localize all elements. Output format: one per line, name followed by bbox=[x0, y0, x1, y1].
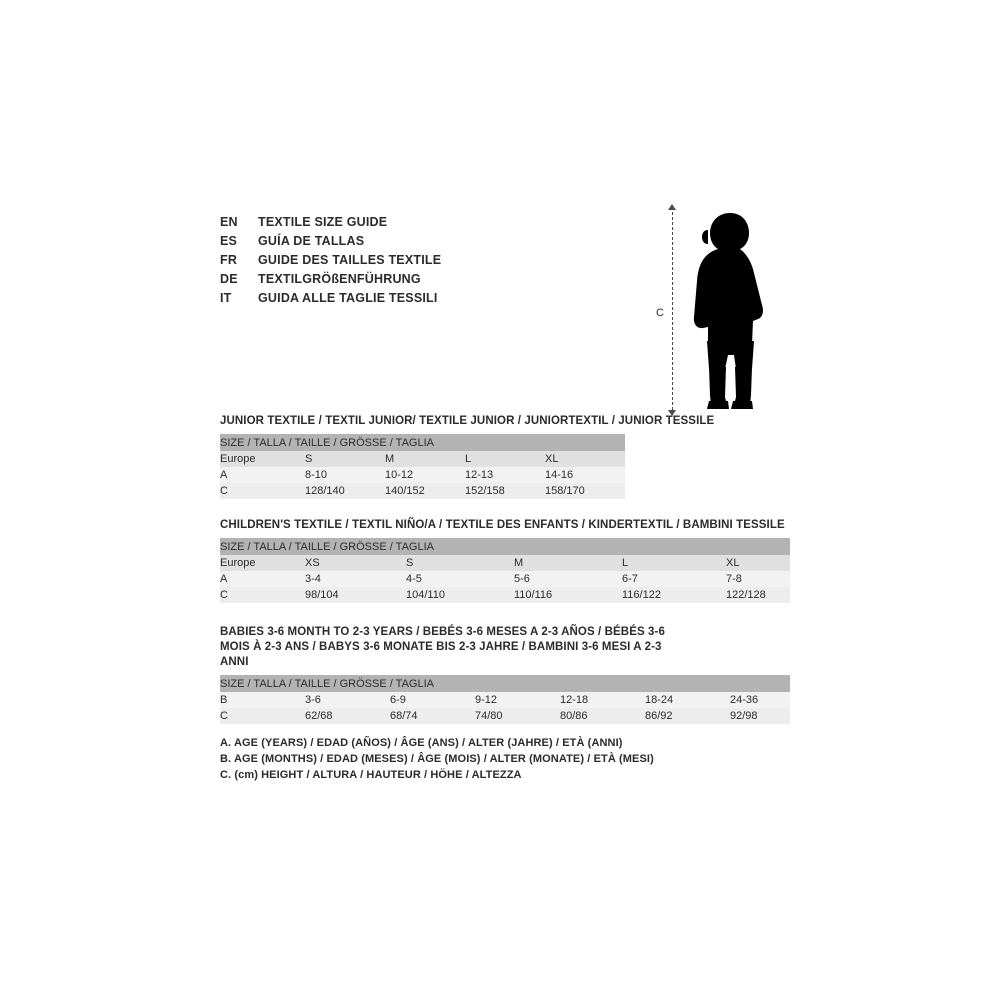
row-value: 104/110 bbox=[406, 587, 514, 603]
language-title: TEXTILGRÖßENFÜHRUNG bbox=[258, 272, 421, 286]
row-label: C bbox=[220, 483, 305, 499]
size-cell: L bbox=[622, 555, 726, 571]
legend-block bbox=[220, 735, 654, 783]
junior-size-table bbox=[220, 434, 625, 499]
section-childrens-textile bbox=[220, 518, 790, 603]
language-row bbox=[220, 215, 640, 234]
language-title: GUIDE DES TAILLES TEXTILE bbox=[258, 253, 442, 267]
table-size-row bbox=[220, 451, 625, 467]
table-head-row bbox=[220, 434, 625, 451]
size-cell: L bbox=[465, 451, 545, 467]
size-cell: M bbox=[385, 451, 465, 467]
language-title: TEXTILE SIZE GUIDE bbox=[258, 215, 388, 229]
row-value: 152/158 bbox=[465, 483, 545, 499]
table-head-label: SIZE / TALLA / TAILLE / GRÖSSE / TAGLIA bbox=[220, 538, 790, 555]
legend-line-b: B. AGE (MONTHS) / EDAD (MESES) / ÂGE (MOIS) / ALTER (MONATE) / ETÀ (MESI) bbox=[220, 753, 654, 765]
size-cell: M bbox=[514, 555, 622, 571]
row-label: C bbox=[220, 587, 305, 603]
row-value: 116/122 bbox=[622, 587, 726, 603]
child-silhouette-icon bbox=[678, 209, 778, 414]
legend-line-a: A. AGE (YEARS) / EDAD (AÑOS) / ÂGE (ANS) / ALTER (JAHRE) / ETÀ (ANNI) bbox=[220, 737, 623, 749]
language-code: EN bbox=[220, 215, 238, 229]
section-junior-textile bbox=[220, 414, 714, 499]
height-measurement-figure bbox=[650, 205, 790, 420]
language-title: GUIDA ALLE TAGLIE TESSILI bbox=[258, 291, 438, 305]
row-label: B bbox=[220, 692, 305, 708]
row-value: 3-6 bbox=[305, 692, 390, 708]
row-value: 4-5 bbox=[406, 571, 514, 587]
size-cell: Europe bbox=[220, 555, 305, 571]
row-value: 14-16 bbox=[545, 467, 625, 483]
row-value: 7-8 bbox=[726, 571, 790, 587]
row-value: 158/170 bbox=[545, 483, 625, 499]
row-value: 12-18 bbox=[560, 692, 645, 708]
section-title: BABIES 3-6 MONTH TO 2-3 YEARS / BEBÉS 3-6 MESES A 2-3 AÑOS / BÉBÉS 3-6 MOIS À 2-3 ANS / BABYS 3-6 MONATE BIS 2-3 JAHRE / BAMBINI 3-6 MESI A 2-3 ANNI bbox=[220, 626, 665, 668]
measurement-dashed-line bbox=[672, 207, 673, 415]
language-row bbox=[220, 234, 640, 253]
language-row bbox=[220, 291, 640, 310]
language-title: GUÍA DE TALLAS bbox=[258, 234, 365, 248]
row-value: 68/74 bbox=[390, 708, 475, 724]
row-value: 128/140 bbox=[305, 483, 385, 499]
size-cell: XS bbox=[305, 555, 406, 571]
section-title: CHILDREN'S TEXTILE / TEXTIL NIÑO/A / TEXTILE DES ENFANTS / KINDERTEXTIL / BAMBINI TESSILE bbox=[220, 519, 785, 531]
table-row bbox=[220, 587, 790, 603]
table-row bbox=[220, 571, 790, 587]
language-code: DE bbox=[220, 272, 238, 286]
row-value: 6-7 bbox=[622, 571, 726, 587]
row-value: 5-6 bbox=[514, 571, 622, 587]
row-value: 6-9 bbox=[390, 692, 475, 708]
row-value: 92/98 bbox=[730, 708, 790, 724]
row-value: 12-13 bbox=[465, 467, 545, 483]
measure-label-c: C bbox=[656, 307, 664, 319]
section-babies-textile bbox=[220, 625, 790, 724]
row-value: 8-10 bbox=[305, 467, 385, 483]
arrow-up-icon bbox=[668, 204, 676, 210]
row-value: 140/152 bbox=[385, 483, 465, 499]
language-row bbox=[220, 272, 640, 291]
row-value: 80/86 bbox=[560, 708, 645, 724]
size-cell: XL bbox=[726, 555, 790, 571]
row-value: 110/116 bbox=[514, 587, 622, 603]
table-head-row bbox=[220, 538, 790, 555]
children-size-table bbox=[220, 538, 790, 603]
language-row bbox=[220, 253, 640, 272]
row-value: 122/128 bbox=[726, 587, 790, 603]
size-cell: XL bbox=[545, 451, 625, 467]
row-label: A bbox=[220, 571, 305, 587]
row-value: 3-4 bbox=[305, 571, 406, 587]
row-value: 24-36 bbox=[730, 692, 790, 708]
row-value: 10-12 bbox=[385, 467, 465, 483]
language-code: FR bbox=[220, 253, 238, 267]
table-row bbox=[220, 467, 625, 483]
language-code: IT bbox=[220, 291, 232, 305]
table-head-label: SIZE / TALLA / TAILLE / GRÖSSE / TAGLIA bbox=[220, 434, 625, 451]
row-value: 9-12 bbox=[475, 692, 560, 708]
language-title-list bbox=[220, 215, 640, 310]
babies-size-table bbox=[220, 675, 790, 724]
table-head-row bbox=[220, 675, 790, 692]
row-label: A bbox=[220, 467, 305, 483]
row-value: 74/80 bbox=[475, 708, 560, 724]
row-value: 62/68 bbox=[305, 708, 390, 724]
row-value: 98/104 bbox=[305, 587, 406, 603]
legend-line-c: C. (cm) HEIGHT / ALTURA / HAUTEUR / HÖHE / ALTEZZA bbox=[220, 769, 522, 781]
row-value: 18-24 bbox=[645, 692, 730, 708]
language-code: ES bbox=[220, 234, 238, 248]
row-value: 86/92 bbox=[645, 708, 730, 724]
row-label: C bbox=[220, 708, 305, 724]
table-row bbox=[220, 692, 790, 708]
size-cell: S bbox=[406, 555, 514, 571]
size-cell: Europe bbox=[220, 451, 305, 467]
table-size-row bbox=[220, 555, 790, 571]
table-row bbox=[220, 708, 790, 724]
size-cell: S bbox=[305, 451, 385, 467]
section-title: JUNIOR TEXTILE / TEXTIL JUNIOR/ TEXTILE JUNIOR / JUNIORTEXTIL / JUNIOR TESSILE bbox=[220, 415, 715, 427]
table-head-label: SIZE / TALLA / TAILLE / GRÖSSE / TAGLIA bbox=[220, 675, 790, 692]
table-row bbox=[220, 483, 625, 499]
